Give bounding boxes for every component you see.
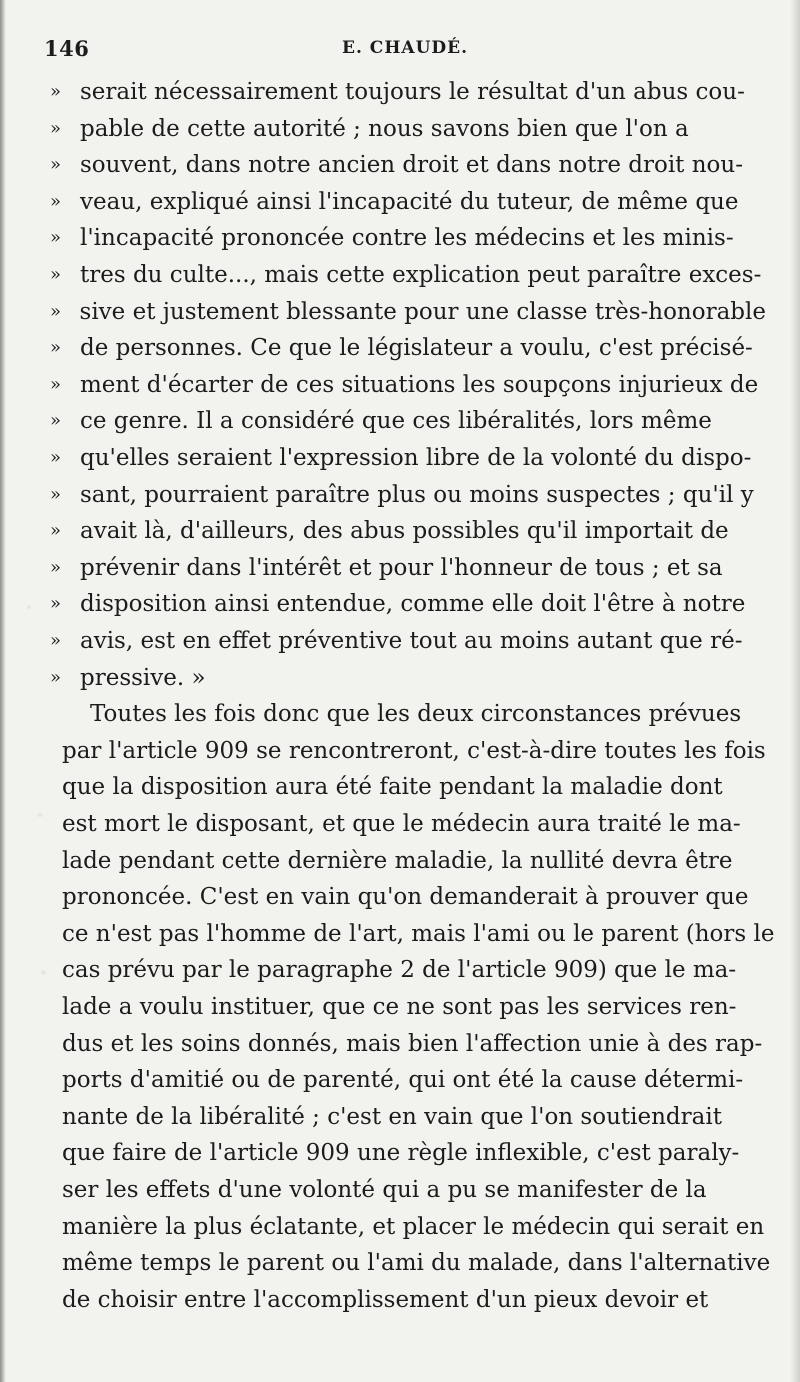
paragraph-line: que la disposition aura été faite pendant la maladie dont: [62, 774, 723, 801]
quote-line: [50, 220, 766, 256]
quote-mark: »: [50, 520, 62, 542]
quote-line-text: souvent, dans notre ancien droit et dans notre droit nou-: [80, 152, 743, 179]
quote-mark: »: [50, 154, 62, 176]
quote-line: [50, 623, 766, 659]
quote-mark: »: [50, 264, 62, 285]
quote-mark: »: [50, 300, 62, 322]
quote-line: [50, 257, 766, 293]
quote-line: [50, 184, 766, 220]
quote-line: [50, 440, 766, 476]
quote-mark: »: [50, 117, 62, 139]
quote-line-text: pressive. »: [80, 664, 206, 691]
quote-line-text: avait là, d'ailleurs, des abus possibles qu'il importait de: [80, 518, 729, 545]
running-header: [44, 28, 770, 68]
quote-mark: »: [50, 373, 62, 395]
quote-line-text: qu'elles seraient l'expression libre de la volonté du dispo-: [80, 445, 752, 471]
paragraph-line: que faire de l'article 909 une règle inflexible, c'est paraly-: [62, 1140, 740, 1167]
paragraph-line: lade a voulu instituer, que ce ne sont pas les services ren-: [62, 994, 737, 1020]
quote-line: [50, 294, 766, 330]
paragraph-line: ports d'amitié ou de parenté, qui ont été la cause détermi-: [62, 1067, 744, 1094]
quote-line-text: de personnes. Ce que le législateur a voulu, c'est précisé-: [80, 335, 753, 362]
quote-line: [50, 330, 766, 366]
quote-mark: »: [50, 410, 62, 432]
paragraph-line: même temps le parent ou l'ami du malade, dans l'alternative: [62, 1250, 771, 1277]
paragraph-line: par l'article 909 se rencontreront, c'est-à-dire toutes les fois: [62, 737, 766, 764]
paragraph-line: manière la plus éclatante, et placer le médecin qui serait en: [62, 1213, 765, 1240]
quote-line: [50, 513, 766, 549]
quote-mark: »: [50, 666, 62, 688]
quote-line-text: prévenir dans l'intérêt et pour l'honneur de tous ; et sa: [80, 554, 723, 581]
quote-line: [50, 111, 766, 147]
quote-line: [50, 586, 766, 622]
paper-speck: [38, 813, 42, 817]
quote-line: [50, 477, 766, 513]
quote-line-text: sive et justement blessante pour une classe très-honorable: [79, 298, 766, 325]
quote-line-text: tres du culte..., mais cette explication peut paraître exces-: [80, 262, 762, 288]
quote-mark: »: [50, 630, 62, 651]
paper-speck: [27, 605, 31, 609]
quote-mark: »: [50, 190, 62, 212]
quote-line-text: disposition ainsi entendue, comme elle doit l'être à notre: [80, 591, 746, 618]
paragraph-line: ser les effets d'une volonté qui a pu se manifester de la: [62, 1177, 707, 1203]
paper-speck: [41, 970, 46, 975]
quote-mark: »: [50, 483, 62, 505]
paragraph-line: ce n'est pas l'homme de l'art, mais l'ami ou le parent (hors le: [62, 920, 775, 947]
quote-mark: »: [50, 81, 62, 102]
quote-line: [50, 550, 766, 586]
running-title: E. CHAUDÉ.: [342, 38, 469, 58]
quote-mark: »: [50, 447, 62, 468]
quote-line-text: serait nécessairement toujours le résultat d'un abus cou-: [80, 79, 745, 105]
quote-mark: »: [50, 227, 62, 249]
paragraph-line: est mort le disposant, et que le médecin aura traité le ma-: [62, 811, 741, 837]
quote-line-text: sant, pourraient paraître plus ou moins suspectes ; qu'il y: [80, 481, 754, 508]
quote-mark: »: [50, 593, 62, 615]
quote-mark: »: [50, 337, 62, 359]
paragraph-line: nante de la libéralité ; c'est en vain que l'on soutiendrait: [62, 1103, 722, 1130]
paragraph-line: lade pendant cette dernière maladie, la nullité devra être: [62, 847, 733, 874]
quote-line: [50, 147, 766, 183]
quote-line-text: l'incapacité prononcée contre les médecins et les minis-: [80, 225, 734, 252]
quote-line-text: ce genre. Il a considéré que ces libéralités, lors même: [80, 408, 712, 435]
quote-line-text: ment d'écarter de ces situations les soupçons injurieux de: [80, 371, 759, 398]
quote-line: [50, 403, 766, 439]
paragraph-line: prononcée. C'est en vain qu'on demanderait à prouver que: [62, 884, 749, 911]
paragraph-line: de choisir entre l'accomplissement d'un pieux devoir et: [62, 1286, 709, 1313]
quote-line: [50, 74, 766, 110]
quote-line-text: avis, est en effet préventive tout au moins autant que ré-: [80, 628, 743, 654]
quote-line-text: pable de cette autorité ; nous savons bien que l'on a: [80, 115, 689, 142]
paragraph-line: Toutes les fois donc que les deux circonstances prévues: [90, 701, 742, 728]
quote-line-text: veau, expliqué ainsi l'incapacité du tuteur, de même que: [80, 188, 739, 215]
quote-line: [50, 660, 766, 696]
paragraph-line: dus et les soins donnés, mais bien l'affection unie à des rap-: [62, 1030, 763, 1057]
quote-mark: »: [50, 556, 62, 578]
page-number: 146: [44, 36, 90, 61]
quote-line: [50, 367, 766, 403]
paragraph-line: cas prévu par le paragraphe 2 de l'article 909) que le ma-: [62, 957, 737, 984]
